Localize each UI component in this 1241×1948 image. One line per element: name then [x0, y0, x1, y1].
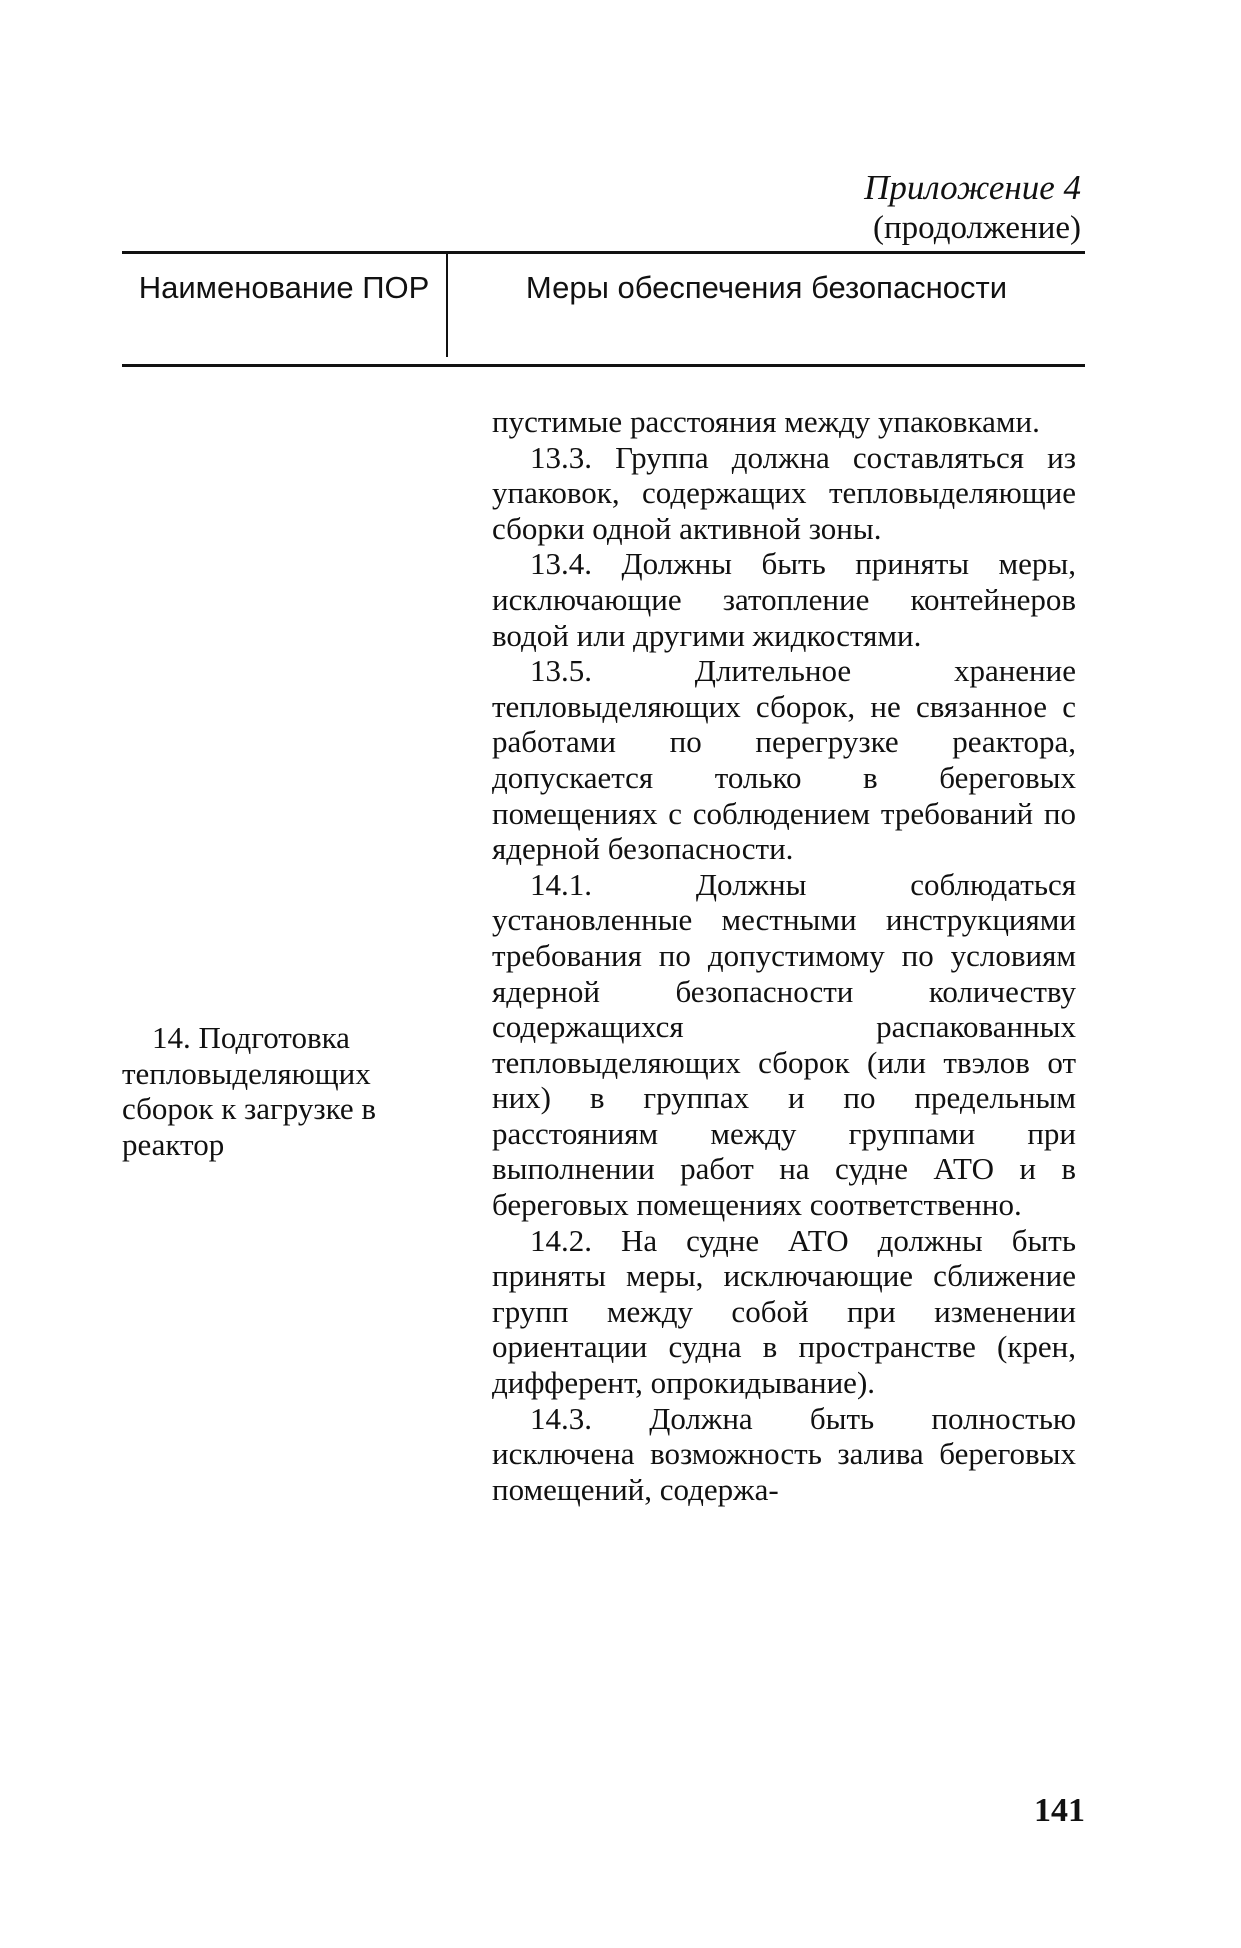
item-13-4: 13.4. Должны быть приняты меры, исключающие затопление контейнеров водой или другими жидкостями.: [492, 546, 1076, 653]
name-column: [122, 1020, 432, 1162]
item-14-3: 14.3. Должна быть полностью исключена возможность залива береговых помещений, содержа-: [492, 1400, 1076, 1507]
table-top-rule: [122, 251, 1085, 254]
item-14-2: 14.2. На судне АТО должны быть приняты меры, исключающие сближение групп между собой при изменении ориентации судна в пространстве (крен, дифферент, опрокидывание).: [492, 1222, 1076, 1401]
table-header-name: Наименование ПОР: [138, 270, 430, 305]
item-14-1: 14.1. Должны соблюдаться установленные местными инструкциями требования по допустимому по условиям ядерной безопасности количеству содержащихся распакованных тепловыделяющих сборок (или твэлов от них) в группах и по предельным расстояниям между группами при выполнении работ на судне АТО и в береговых помещениях соответственно.: [492, 866, 1076, 1223]
appendix-title: Приложение 4: [864, 168, 1081, 207]
item-13-5: 13.5. Длительное хранение тепловыделяющих сборок, не связанное с работами по перегрузке реактора, допускается только в береговых помещениях с соблюдением требований по ядерной безопасности.: [492, 653, 1076, 867]
measures-column: [492, 404, 1076, 1507]
table-header-bottom-rule: [122, 364, 1085, 367]
item-13-3: 13.3. Группа должна составляться из упаковок, содержащих тепловыделяющие сборки одной активной зоны.: [492, 439, 1076, 546]
row-14-name: 14. Подготовка тепловыделяющих сборок к загрузке в реактор: [122, 1020, 377, 1162]
continuation-text: пустимые расстояния между упаковками.: [492, 404, 1040, 439]
appendix-subtitle: (продолжение): [873, 210, 1081, 246]
page-number: 141: [1034, 1792, 1085, 1829]
table-header-measures: Меры обеспечения безопасности: [525, 270, 1008, 305]
